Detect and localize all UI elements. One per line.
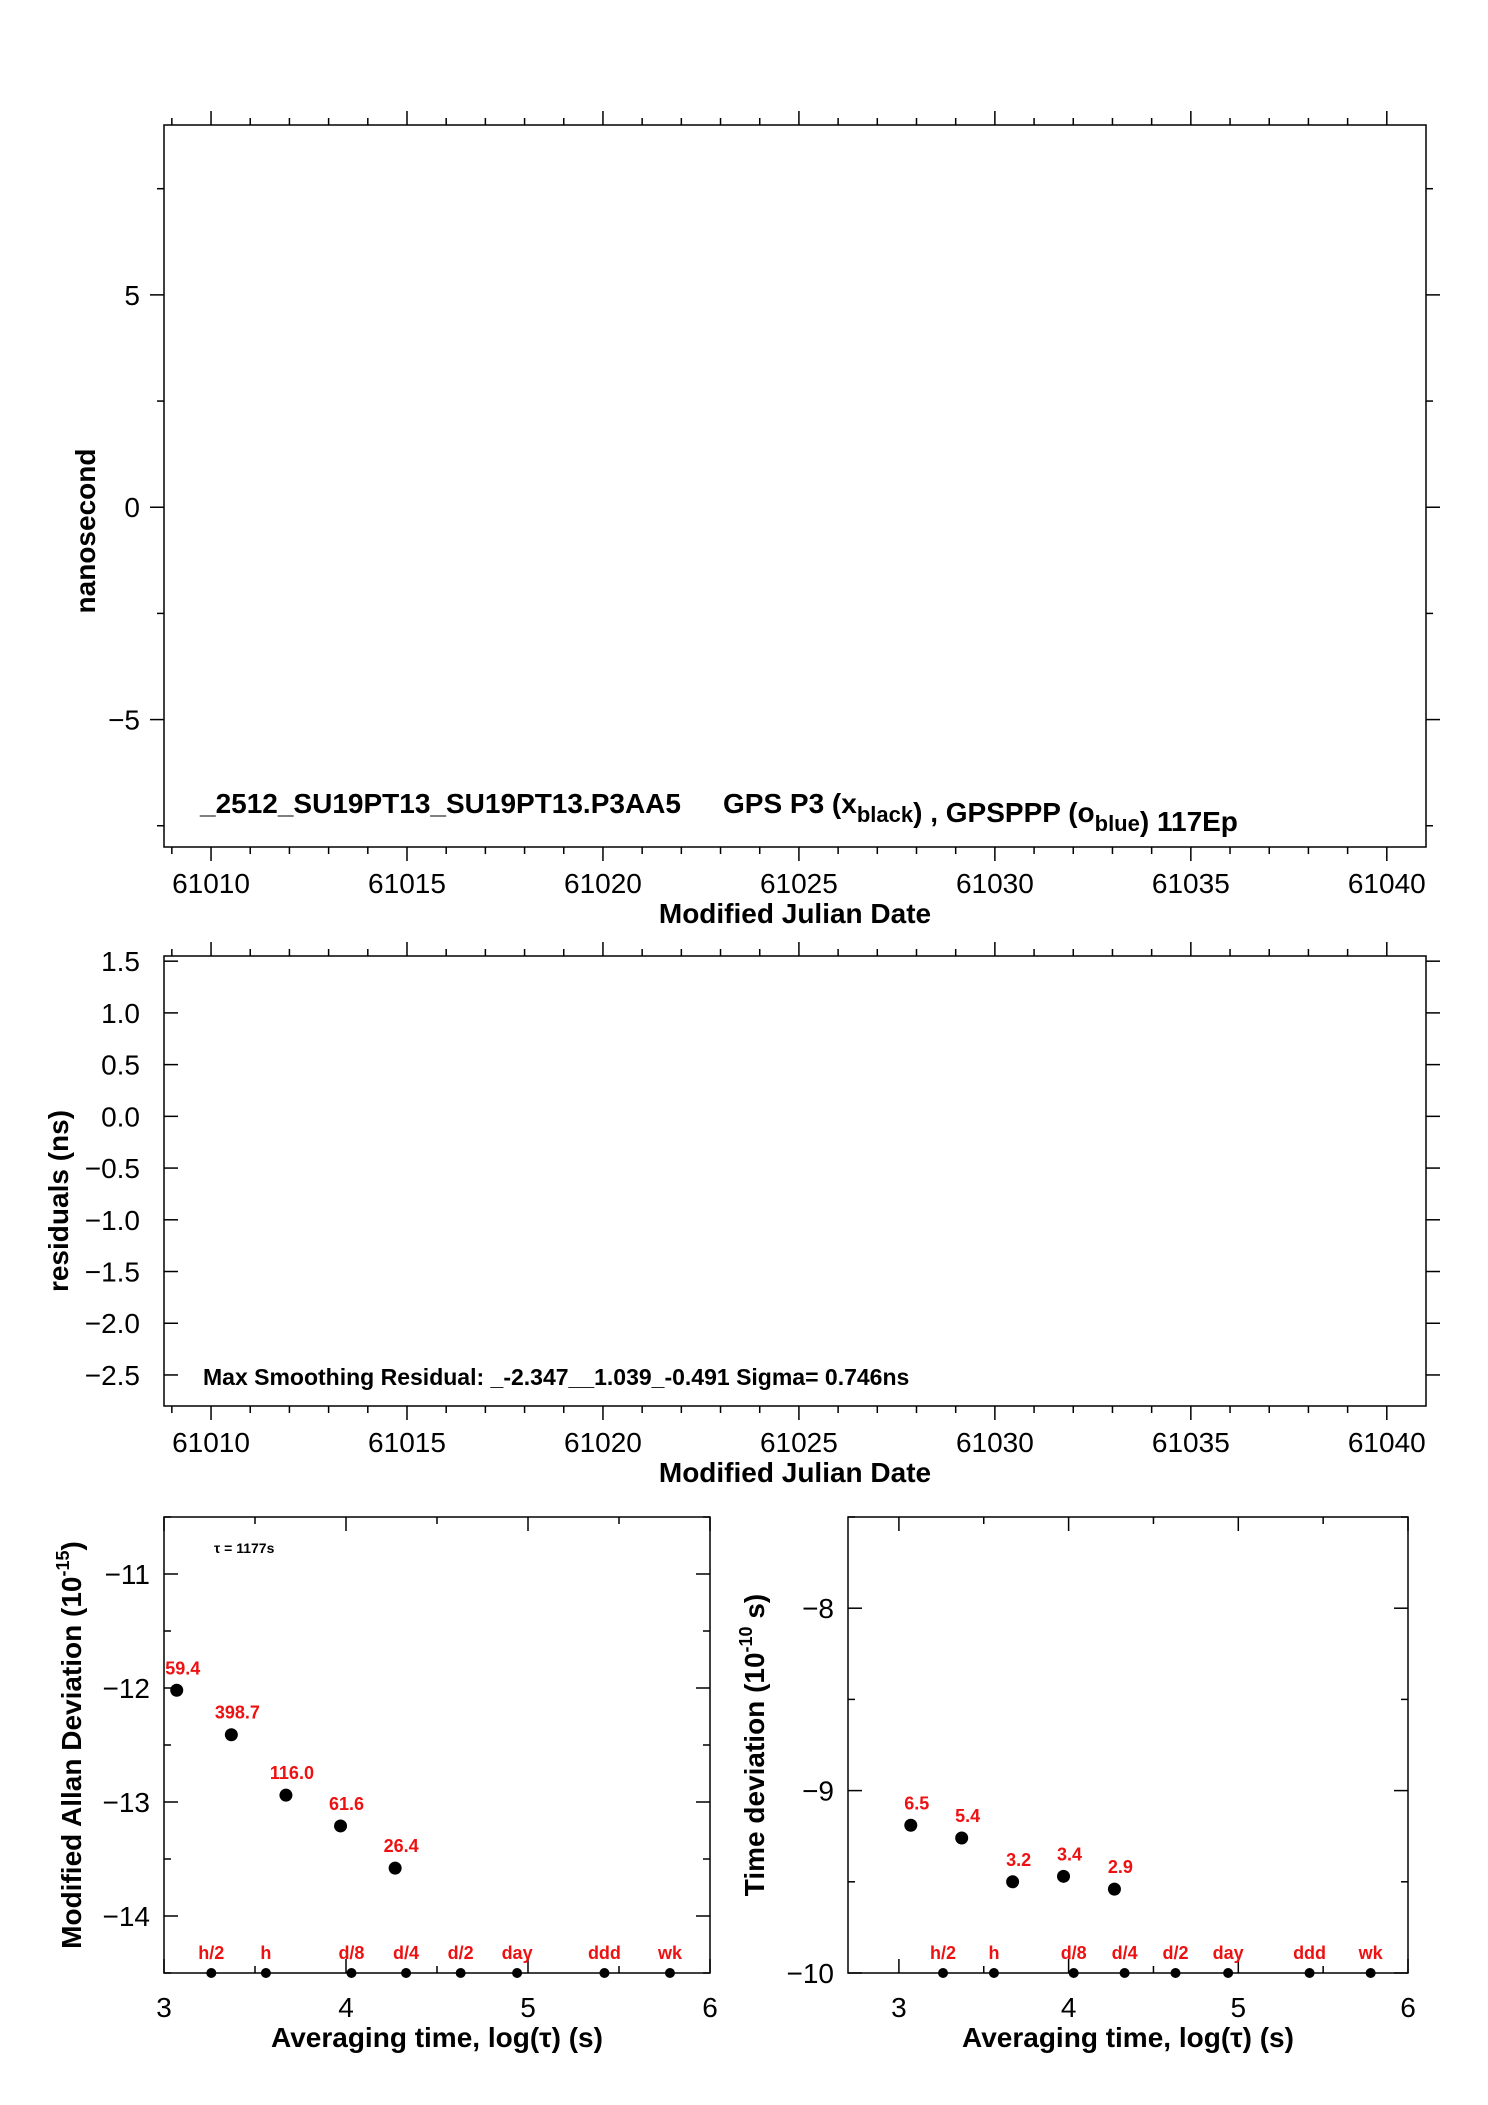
x-tick-label: 61010 bbox=[172, 1427, 250, 1458]
caption-file: _2512_SU19PT13_SU19PT13.P3AA5 bbox=[200, 788, 681, 819]
x-tick-label: 5 bbox=[1230, 1992, 1247, 2023]
y-tick-label: −0.5 bbox=[84, 1153, 140, 1185]
y-tick-label: 0 bbox=[124, 492, 140, 524]
y-axis-title-exponent: -15 bbox=[53, 1550, 73, 1577]
x-tick-label: 61025 bbox=[759, 1427, 838, 1458]
y-axis-title bbox=[736, 1594, 770, 1897]
mdev-panel bbox=[53, 1517, 718, 2053]
x-tick-label: 61020 bbox=[564, 868, 642, 899]
marker-dot bbox=[206, 1968, 216, 1978]
y-tick-label: −14 bbox=[102, 1901, 150, 1932]
x-tick-label: 61035 bbox=[1151, 868, 1230, 899]
x-tick-label: 3 bbox=[156, 1992, 172, 2023]
data-label: 398.7 bbox=[214, 1702, 260, 1723]
marker-label: h/2 bbox=[198, 1943, 225, 1963]
marker-label: ddd bbox=[1293, 1943, 1327, 1963]
data-label: 116.0 bbox=[269, 1763, 314, 1784]
marker-label: day bbox=[1212, 1943, 1244, 1963]
caption-ppp-sub: blue bbox=[1094, 811, 1140, 836]
x-axis-title: Averaging time, log(τ) (s) bbox=[271, 2022, 603, 2053]
marker-dot bbox=[1171, 1968, 1181, 1978]
residuals-plot-frame bbox=[164, 956, 1426, 1406]
marker-label: d/4 bbox=[1111, 1943, 1138, 1963]
marker-dot bbox=[1305, 1968, 1315, 1978]
tau-note: τ = 1177s bbox=[214, 1540, 275, 1556]
data-label: 59.4 bbox=[165, 1658, 201, 1679]
data-label: 6.5 bbox=[904, 1793, 930, 1814]
x-tick-label: 3 bbox=[891, 1992, 907, 2023]
data-label: 3.4 bbox=[1056, 1844, 1083, 1865]
x-tick-label: 61025 bbox=[759, 868, 838, 899]
tdev-plot-frame bbox=[848, 1517, 1408, 1973]
marker-label: d/4 bbox=[393, 1943, 420, 1963]
x-tick-label: 61030 bbox=[955, 1427, 1034, 1458]
marker-dot bbox=[261, 1968, 271, 1978]
marker-dot bbox=[1366, 1968, 1376, 1978]
data-point bbox=[389, 1862, 402, 1875]
caption-space bbox=[681, 788, 723, 819]
x-axis-title: Averaging time, log(τ) (s) bbox=[962, 2022, 1294, 2053]
phase-caption bbox=[199, 788, 1238, 837]
y-tick-label: 1.0 bbox=[101, 997, 140, 1029]
marker-dot bbox=[1223, 1968, 1233, 1978]
data-point bbox=[1108, 1883, 1121, 1896]
residuals-caption: Max Smoothing Residual: _-2.347__1.039_-0.491 Sigma= 0.746ns bbox=[203, 1364, 910, 1390]
y-axis-title-end: s) bbox=[739, 1593, 770, 1627]
y-tick-label: 0.5 bbox=[101, 1049, 140, 1081]
marker-dot bbox=[456, 1968, 466, 1978]
x-tick-label: 4 bbox=[338, 1992, 354, 2023]
marker-label: d/8 bbox=[338, 1943, 365, 1963]
data-label: 3.2 bbox=[1006, 1849, 1032, 1870]
marker-label: d/8 bbox=[1060, 1943, 1087, 1963]
data-point bbox=[225, 1728, 238, 1741]
y-tick-label: −2.0 bbox=[84, 1308, 140, 1340]
caption-sep: ) , bbox=[913, 797, 946, 828]
y-tick-label: −1.5 bbox=[84, 1256, 140, 1288]
marker-label: h bbox=[260, 1943, 272, 1963]
marker-dot bbox=[512, 1968, 522, 1978]
marker-dot bbox=[1069, 1968, 1079, 1978]
y-tick-label: −10 bbox=[786, 1958, 834, 1989]
data-point bbox=[279, 1789, 292, 1802]
y-axis-title: residuals (ns) bbox=[43, 1109, 74, 1293]
data-point bbox=[170, 1684, 183, 1697]
y-tick-label: 5 bbox=[124, 279, 140, 311]
x-tick-label: 61040 bbox=[1347, 1427, 1426, 1458]
data-point bbox=[1006, 1875, 1019, 1888]
marker-label: wk bbox=[1358, 1943, 1383, 1963]
x-axis-title: Modified Julian Date bbox=[658, 898, 932, 929]
phase-plot-frame bbox=[164, 125, 1426, 847]
marker-dot bbox=[989, 1968, 999, 1978]
x-tick-label: 61020 bbox=[564, 1427, 642, 1458]
x-tick-label: 6 bbox=[1400, 1992, 1416, 2023]
data-label: 26.4 bbox=[383, 1836, 419, 1857]
marker-dot bbox=[599, 1968, 609, 1978]
marker-dot bbox=[938, 1968, 948, 1978]
y-tick-label: 1.5 bbox=[101, 946, 140, 978]
caption-p3-text: GPS P3 (x bbox=[722, 788, 857, 819]
y-axis-title-end: ) bbox=[56, 1541, 87, 1551]
data-point bbox=[904, 1819, 917, 1832]
marker-label: day bbox=[501, 1943, 533, 1963]
x-tick-label: 6 bbox=[702, 1992, 718, 2023]
caption-p3-sub: black bbox=[856, 802, 914, 827]
data-point bbox=[955, 1832, 968, 1845]
y-tick-label: −9 bbox=[802, 1775, 834, 1807]
marker-label: ddd bbox=[587, 1943, 621, 1963]
caption-ppp-text: GPSPPP (o bbox=[945, 797, 1095, 828]
y-tick-label: 0.0 bbox=[101, 1101, 140, 1133]
residuals-panel bbox=[43, 942, 1440, 1488]
x-tick-label: 61015 bbox=[368, 868, 446, 899]
x-tick-label: 61015 bbox=[368, 1427, 446, 1458]
marker-label: h bbox=[988, 1943, 1000, 1963]
x-tick-label: 61040 bbox=[1347, 868, 1426, 899]
y-axis-title-exponent: -10 bbox=[736, 1626, 756, 1653]
y-axis-title-main: Time deviation (10 bbox=[739, 1652, 770, 1897]
y-tick-label: −12 bbox=[102, 1673, 150, 1704]
x-tick-label: 4 bbox=[1060, 1992, 1077, 2023]
y-tick-label: −11 bbox=[104, 1559, 150, 1590]
y-axis-title: nanosecond bbox=[70, 448, 101, 614]
data-label: 61.6 bbox=[329, 1793, 365, 1814]
y-axis-title-main: Modified Allan Deviation (10 bbox=[56, 1576, 87, 1949]
y-tick-label: −2.5 bbox=[84, 1359, 140, 1391]
marker-label: h/2 bbox=[930, 1943, 957, 1963]
x-axis-title: Modified Julian Date bbox=[658, 1457, 932, 1488]
y-tick-label: −1.0 bbox=[84, 1204, 140, 1236]
marker-dot bbox=[346, 1968, 356, 1978]
y-axis-title bbox=[53, 1541, 87, 1949]
marker-dot bbox=[401, 1968, 411, 1978]
phase-panel bbox=[70, 111, 1440, 929]
marker-label: d/2 bbox=[447, 1943, 474, 1963]
y-tick-label: −13 bbox=[102, 1787, 150, 1818]
tdev-panel bbox=[736, 1517, 1416, 2053]
caption-tail: ) 117Ep bbox=[1139, 806, 1238, 837]
mdev-plot-frame bbox=[164, 1517, 710, 1973]
marker-label: d/2 bbox=[1162, 1943, 1189, 1963]
data-point bbox=[334, 1819, 347, 1832]
data-label: 5.4 bbox=[955, 1806, 981, 1827]
data-label: 2.9 bbox=[1107, 1857, 1133, 1878]
x-tick-label: 61035 bbox=[1151, 1427, 1230, 1458]
marker-dot bbox=[1120, 1968, 1130, 1978]
data-point bbox=[1057, 1870, 1070, 1883]
x-tick-label: 61010 bbox=[172, 868, 250, 899]
marker-label: wk bbox=[657, 1943, 682, 1963]
marker-dot bbox=[665, 1968, 675, 1978]
x-tick-label: 61030 bbox=[955, 868, 1034, 899]
y-tick-label: −5 bbox=[108, 704, 140, 736]
x-tick-label: 5 bbox=[520, 1992, 536, 2023]
y-tick-label: −8 bbox=[802, 1593, 834, 1625]
